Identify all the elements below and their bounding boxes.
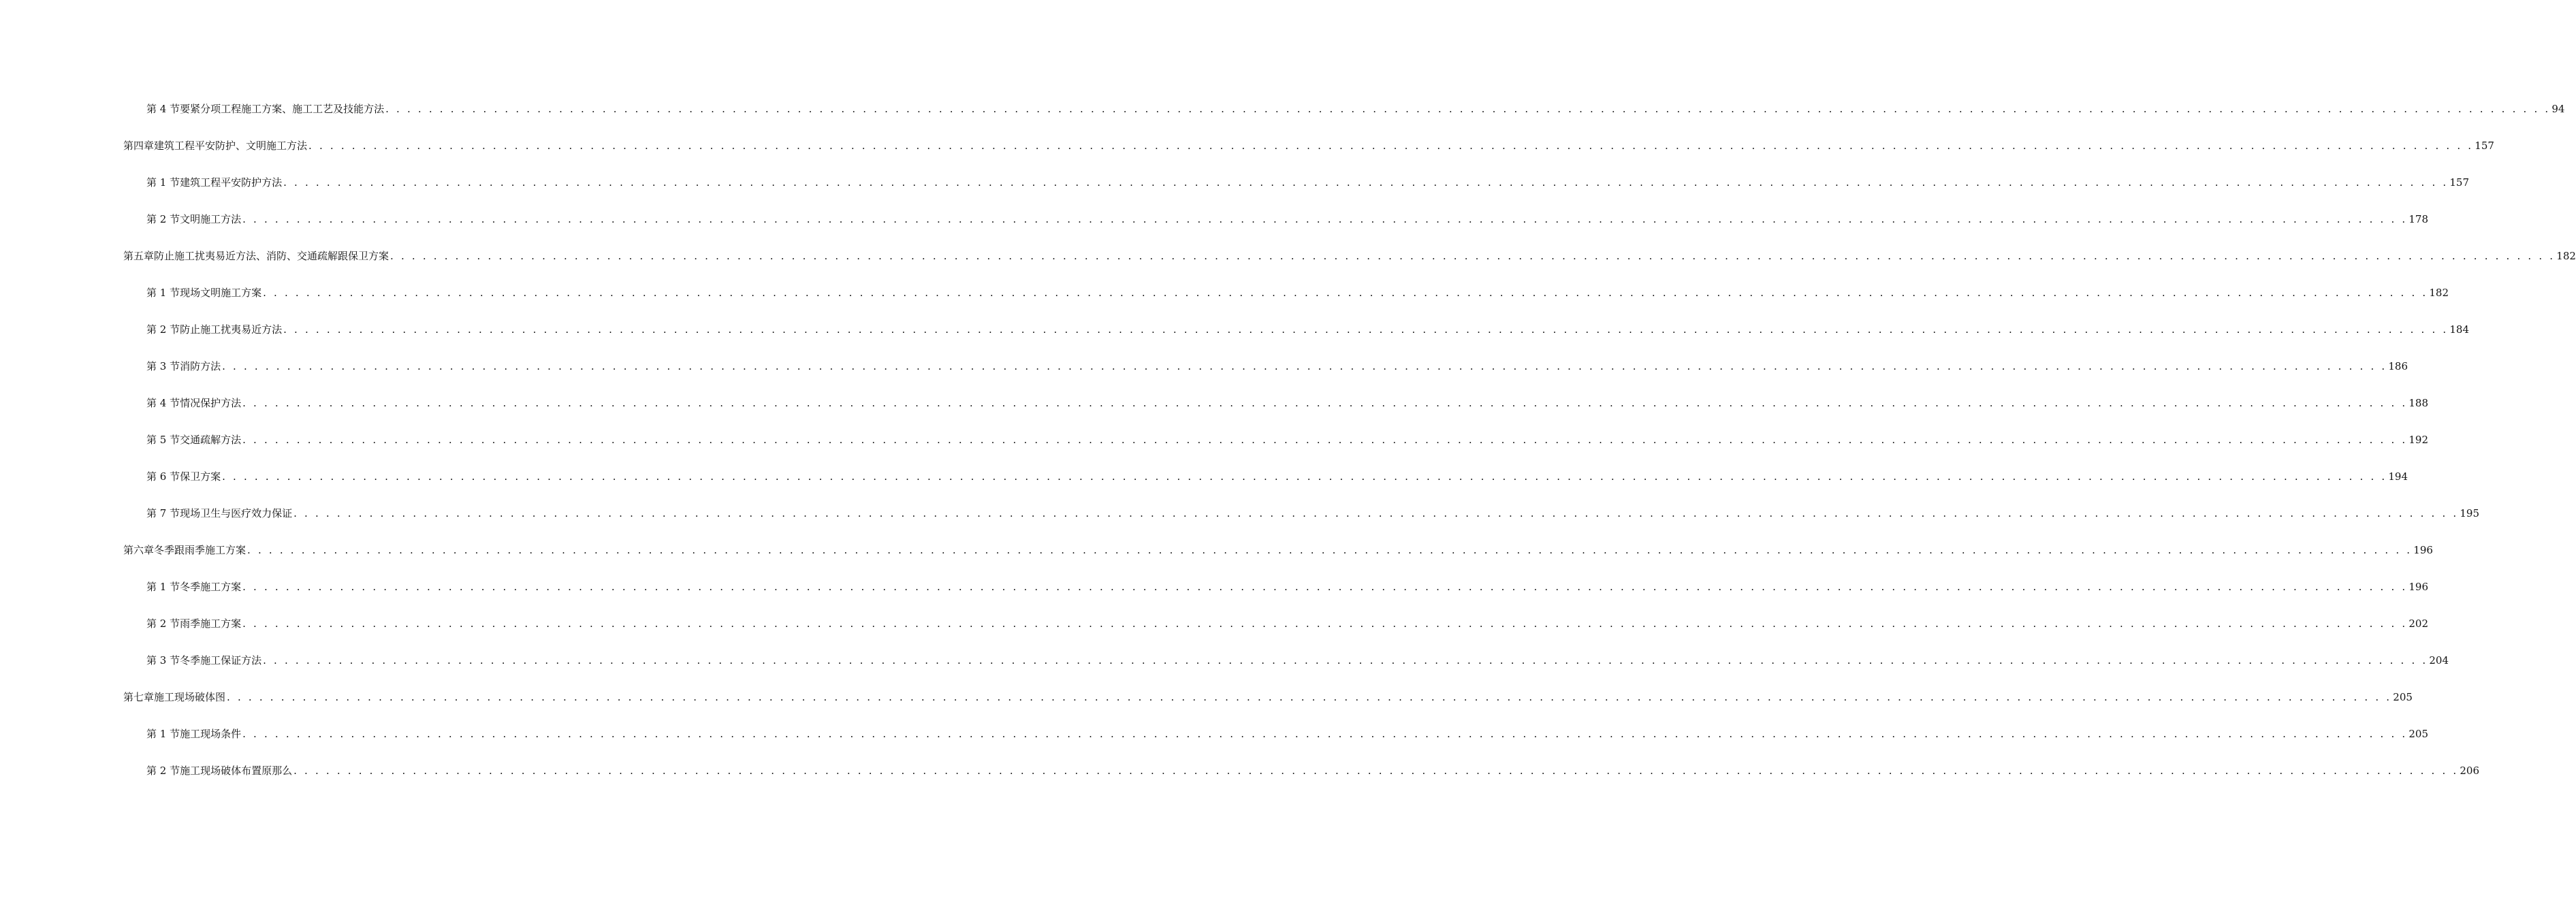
toc-entry-title: 第 3 节消防方法	[146, 360, 221, 372]
toc-dot-leader: . . . . . . . . . . . . . . . . . . . . . . . . . . . . . . . . . . . . . . . . . . . . . . . . . . . . . . . . . . . . . . . . . . . . . . . . . . . . . . . . . . . . . . . . . . . . . . . . . . . . . . . . . . . . . . . . . . . . . . . . . . . . . . . . . . . . . . . . . . . . . . . . . . . . . . . . . . . . . . . . . . . . . . . . . . . . . . . . . . . . . . . . . . . . . . . . . . . . . . . .	[385, 103, 2551, 115]
toc-dot-leader: . . . . . . . . . . . . . . . . . . . . . . . . . . . . . . . . . . . . . . . . . . . . . . . . . . . . . . . . . . . . . . . . . . . . . . . . . . . . . . . . . . . . . . . . . . . . . . . . . . . . . . . . . . . . . . . . . . . . . . . . . . . . . . . . . . . . . . . . . . . . . . . . . . . . . . . . . . . . . . . . . . . . . . . . . . . . . . . . . . . . . . . . . . . . . . . . . . . . . . . .	[283, 323, 2449, 336]
toc-section-entry[interactable]	[0, 357, 2408, 394]
toc-entry-page-number: 157	[2449, 176, 2469, 189]
toc-entry-page-number: 184	[2449, 323, 2469, 336]
toc-entry-page-number: 192	[2408, 434, 2428, 446]
toc-entry-title: 第 2 节文明施工方法	[146, 213, 242, 225]
toc-section-entry[interactable]	[0, 652, 2449, 688]
toc-chapter-entry[interactable]	[0, 137, 2494, 174]
toc-entry-title: 第 1 节冬季施工方案	[146, 581, 242, 593]
toc-entry-title: 第 1 节现场文明施工方案	[146, 287, 262, 299]
toc-entry-page-number: 195	[2460, 507, 2479, 519]
toc-entry-title: 第七章施工现场破体图	[123, 691, 226, 703]
toc-dot-leader: . . . . . . . . . . . . . . . . . . . . . . . . . . . . . . . . . . . . . . . . . . . . . . . . . . . . . . . . . . . . . . . . . . . . . . . . . . . . . . . . . . . . . . . . . . . . . . . . . . . . . . . . . . . . . . . . . . . . . . . . . . . . . . . . . . . . . . . . . . . . . . . . . . . . . . . . . . . . . . . . . . . . . . . . . . . . . . . . . . . . . . . . . . . . . . . . . . . . . . . .	[242, 213, 2408, 225]
toc-dot-leader: . . . . . . . . . . . . . . . . . . . . . . . . . . . . . . . . . . . . . . . . . . . . . . . . . . . . . . . . . . . . . . . . . . . . . . . . . . . . . . . . . . . . . . . . . . . . . . . . . . . . . . . . . . . . . . . . . . . . . . . . . . . . . . . . . . . . . . . . . . . . . . . . . . . . . . . . . . . . . . . . . . . . . . . . . . . . . . . . . . . . . . . . . . . . . . . . . . . . . . . .	[263, 654, 2428, 667]
toc-entry-page-number: 196	[2408, 581, 2428, 593]
toc-dot-leader: . . . . . . . . . . . . . . . . . . . . . . . . . . . . . . . . . . . . . . . . . . . . . . . . . . . . . . . . . . . . . . . . . . . . . . . . . . . . . . . . . . . . . . . . . . . . . . . . . . . . . . . . . . . . . . . . . . . . . . . . . . . . . . . . . . . . . . . . . . . . . . . . . . . . . . . . . . . . . . . . . . . . . . . . . . . . . . . . . . . . . . . . . . . . . . . . . . . . . . . .	[247, 544, 2413, 556]
toc-entry-title: 第五章防止施工扰夷易近方法、消防、交通疏解跟保卫方案	[123, 250, 389, 262]
toc-section-entry[interactable]	[0, 578, 2428, 615]
toc-section-entry[interactable]	[0, 394, 2428, 431]
toc-entry-title: 第 2 节施工现场破体布置原那么	[146, 765, 293, 777]
table-of-contents	[0, 100, 2576, 799]
toc-entry-title: 第 4 节情况保护方法	[146, 397, 242, 409]
toc-entry-page-number: 206	[2460, 765, 2479, 777]
toc-section-entry[interactable]	[0, 100, 2565, 137]
toc-section-entry[interactable]	[0, 210, 2428, 247]
toc-entry-page-number: 182	[2429, 287, 2449, 299]
toc-entry-title: 第四章建筑工程平安防护、文明施工方法	[123, 140, 308, 152]
toc-entry-title: 第 7 节现场卫生与医疗效力保证	[146, 507, 293, 519]
toc-entry-page-number: 202	[2408, 617, 2428, 630]
toc-section-entry[interactable]	[0, 431, 2428, 468]
toc-dot-leader: . . . . . . . . . . . . . . . . . . . . . . . . . . . . . . . . . . . . . . . . . . . . . . . . . . . . . . . . . . . . . . . . . . . . . . . . . . . . . . . . . . . . . . . . . . . . . . . . . . . . . . . . . . . . . . . . . . . . . . . . . . . . . . . . . . . . . . . . . . . . . . . . . . . . . . . . . . . . . . . . . . . . . . . . . . . . . . . . . . . . . . . . . . . . . . . . . . . . . . . .	[242, 434, 2408, 446]
toc-entry-title: 第 6 节保卫方案	[146, 470, 221, 483]
toc-section-entry[interactable]	[0, 284, 2449, 321]
toc-section-entry[interactable]	[0, 468, 2408, 504]
toc-entry-page-number: 196	[2413, 544, 2433, 556]
toc-entry-page-number: 194	[2388, 470, 2408, 483]
toc-entry-page-number: 94	[2551, 103, 2565, 115]
toc-entry-title: 第 5 节交通疏解方法	[146, 434, 242, 446]
toc-dot-leader: . . . . . . . . . . . . . . . . . . . . . . . . . . . . . . . . . . . . . . . . . . . . . . . . . . . . . . . . . . . . . . . . . . . . . . . . . . . . . . . . . . . . . . . . . . . . . . . . . . . . . . . . . . . . . . . . . . . . . . . . . . . . . . . . . . . . . . . . . . . . . . . . . . . . . . . . . . . . . . . . . . . . . . . . . . . . . . . . . . . . . . . . . . . . . . . . . . . . . . . .	[293, 765, 2459, 777]
toc-entry-title: 第 2 节雨季施工方案	[146, 617, 242, 630]
toc-entry-page-number: 178	[2408, 213, 2428, 225]
toc-entry-page-number: 204	[2429, 654, 2449, 667]
toc-entry-title: 第 3 节冬季施工保证方法	[146, 654, 262, 667]
toc-section-entry[interactable]	[0, 174, 2469, 210]
toc-dot-leader: . . . . . . . . . . . . . . . . . . . . . . . . . . . . . . . . . . . . . . . . . . . . . . . . . . . . . . . . . . . . . . . . . . . . . . . . . . . . . . . . . . . . . . . . . . . . . . . . . . . . . . . . . . . . . . . . . . . . . . . . . . . . . . . . . . . . . . . . . . . . . . . . . . . . . . . . . . . . . . . . . . . . . . . . . . . . . . . . . . . . . . . . . . . . . . . . . . . . . . . .	[390, 250, 2556, 262]
toc-entry-title: 第 2 节防止施工扰夷易近方法	[146, 323, 283, 336]
toc-entry-page-number: 188	[2408, 397, 2428, 409]
toc-dot-leader: . . . . . . . . . . . . . . . . . . . . . . . . . . . . . . . . . . . . . . . . . . . . . . . . . . . . . . . . . . . . . . . . . . . . . . . . . . . . . . . . . . . . . . . . . . . . . . . . . . . . . . . . . . . . . . . . . . . . . . . . . . . . . . . . . . . . . . . . . . . . . . . . . . . . . . . . . . . . . . . . . . . . . . . . . . . . . . . . . . . . . . . . . . . . . . . . . . . . . . . .	[222, 360, 2387, 372]
toc-dot-leader: . . . . . . . . . . . . . . . . . . . . . . . . . . . . . . . . . . . . . . . . . . . . . . . . . . . . . . . . . . . . . . . . . . . . . . . . . . . . . . . . . . . . . . . . . . . . . . . . . . . . . . . . . . . . . . . . . . . . . . . . . . . . . . . . . . . . . . . . . . . . . . . . . . . . . . . . . . . . . . . . . . . . . . . . . . . . . . . . . . . . . . . . . . . . . . . . . . . . . . . .	[293, 507, 2459, 519]
toc-entry-page-number: 182	[2556, 250, 2576, 262]
toc-chapter-entry[interactable]	[0, 541, 2433, 578]
toc-entry-title: 第六章冬季跟雨季施工方案	[123, 544, 247, 556]
toc-entry-page-number: 205	[2408, 728, 2428, 740]
toc-entry-page-number: 157	[2475, 140, 2494, 152]
toc-entry-title: 第 4 节要紧分项工程施工方案、施工工艺及技能方法	[146, 103, 385, 115]
toc-entry-title: 第 1 节施工现场条件	[146, 728, 242, 740]
toc-dot-leader: . . . . . . . . . . . . . . . . . . . . . . . . . . . . . . . . . . . . . . . . . . . . . . . . . . . . . . . . . . . . . . . . . . . . . . . . . . . . . . . . . . . . . . . . . . . . . . . . . . . . . . . . . . . . . . . . . . . . . . . . . . . . . . . . . . . . . . . . . . . . . . . . . . . . . . . . . . . . . . . . . . . . . . . . . . . . . . . . . . . . . . . . . . . . . . . . . . . . . . . .	[227, 691, 2392, 703]
toc-dot-leader: . . . . . . . . . . . . . . . . . . . . . . . . . . . . . . . . . . . . . . . . . . . . . . . . . . . . . . . . . . . . . . . . . . . . . . . . . . . . . . . . . . . . . . . . . . . . . . . . . . . . . . . . . . . . . . . . . . . . . . . . . . . . . . . . . . . . . . . . . . . . . . . . . . . . . . . . . . . . . . . . . . . . . . . . . . . . . . . . . . . . . . . . . . . . . . . . . . . . . . . .	[263, 287, 2428, 299]
toc-dot-leader: . . . . . . . . . . . . . . . . . . . . . . . . . . . . . . . . . . . . . . . . . . . . . . . . . . . . . . . . . . . . . . . . . . . . . . . . . . . . . . . . . . . . . . . . . . . . . . . . . . . . . . . . . . . . . . . . . . . . . . . . . . . . . . . . . . . . . . . . . . . . . . . . . . . . . . . . . . . . . . . . . . . . . . . . . . . . . . . . . . . . . . . . . . . . . . . . . . . . . . . .	[283, 176, 2449, 189]
toc-entry-page-number: 186	[2388, 360, 2408, 372]
toc-section-entry[interactable]	[0, 321, 2469, 357]
toc-entry-page-number: 205	[2393, 691, 2413, 703]
toc-dot-leader: . . . . . . . . . . . . . . . . . . . . . . . . . . . . . . . . . . . . . . . . . . . . . . . . . . . . . . . . . . . . . . . . . . . . . . . . . . . . . . . . . . . . . . . . . . . . . . . . . . . . . . . . . . . . . . . . . . . . . . . . . . . . . . . . . . . . . . . . . . . . . . . . . . . . . . . . . . . . . . . . . . . . . . . . . . . . . . . . . . . . . . . . . . . . . . . . . . . . . . . .	[242, 397, 2408, 409]
toc-chapter-entry[interactable]	[0, 247, 2576, 284]
toc-section-entry[interactable]	[0, 615, 2428, 652]
toc-entry-title: 第 1 节建筑工程平安防护方法	[146, 176, 283, 189]
toc-dot-leader: . . . . . . . . . . . . . . . . . . . . . . . . . . . . . . . . . . . . . . . . . . . . . . . . . . . . . . . . . . . . . . . . . . . . . . . . . . . . . . . . . . . . . . . . . . . . . . . . . . . . . . . . . . . . . . . . . . . . . . . . . . . . . . . . . . . . . . . . . . . . . . . . . . . . . . . . . . . . . . . . . . . . . . . . . . . . . . . . . . . . . . . . . . . . . . . . . . . . . . . .	[242, 617, 2408, 630]
toc-section-entry[interactable]	[0, 725, 2428, 762]
toc-section-entry[interactable]	[0, 504, 2479, 541]
toc-chapter-entry[interactable]	[0, 688, 2413, 725]
toc-dot-leader: . . . . . . . . . . . . . . . . . . . . . . . . . . . . . . . . . . . . . . . . . . . . . . . . . . . . . . . . . . . . . . . . . . . . . . . . . . . . . . . . . . . . . . . . . . . . . . . . . . . . . . . . . . . . . . . . . . . . . . . . . . . . . . . . . . . . . . . . . . . . . . . . . . . . . . . . . . . . . . . . . . . . . . . . . . . . . . . . . . . . . . . . . . . . . . . . . . . . . . . .	[308, 140, 2474, 152]
toc-section-entry[interactable]	[0, 762, 2479, 799]
toc-dot-leader: . . . . . . . . . . . . . . . . . . . . . . . . . . . . . . . . . . . . . . . . . . . . . . . . . . . . . . . . . . . . . . . . . . . . . . . . . . . . . . . . . . . . . . . . . . . . . . . . . . . . . . . . . . . . . . . . . . . . . . . . . . . . . . . . . . . . . . . . . . . . . . . . . . . . . . . . . . . . . . . . . . . . . . . . . . . . . . . . . . . . . . . . . . . . . . . . . . . . . . . .	[222, 470, 2387, 483]
toc-dot-leader: . . . . . . . . . . . . . . . . . . . . . . . . . . . . . . . . . . . . . . . . . . . . . . . . . . . . . . . . . . . . . . . . . . . . . . . . . . . . . . . . . . . . . . . . . . . . . . . . . . . . . . . . . . . . . . . . . . . . . . . . . . . . . . . . . . . . . . . . . . . . . . . . . . . . . . . . . . . . . . . . . . . . . . . . . . . . . . . . . . . . . . . . . . . . . . . . . . . . . . . .	[242, 728, 2408, 740]
toc-dot-leader: . . . . . . . . . . . . . . . . . . . . . . . . . . . . . . . . . . . . . . . . . . . . . . . . . . . . . . . . . . . . . . . . . . . . . . . . . . . . . . . . . . . . . . . . . . . . . . . . . . . . . . . . . . . . . . . . . . . . . . . . . . . . . . . . . . . . . . . . . . . . . . . . . . . . . . . . . . . . . . . . . . . . . . . . . . . . . . . . . . . . . . . . . . . . . . . . . . . . . . . .	[242, 581, 2408, 593]
